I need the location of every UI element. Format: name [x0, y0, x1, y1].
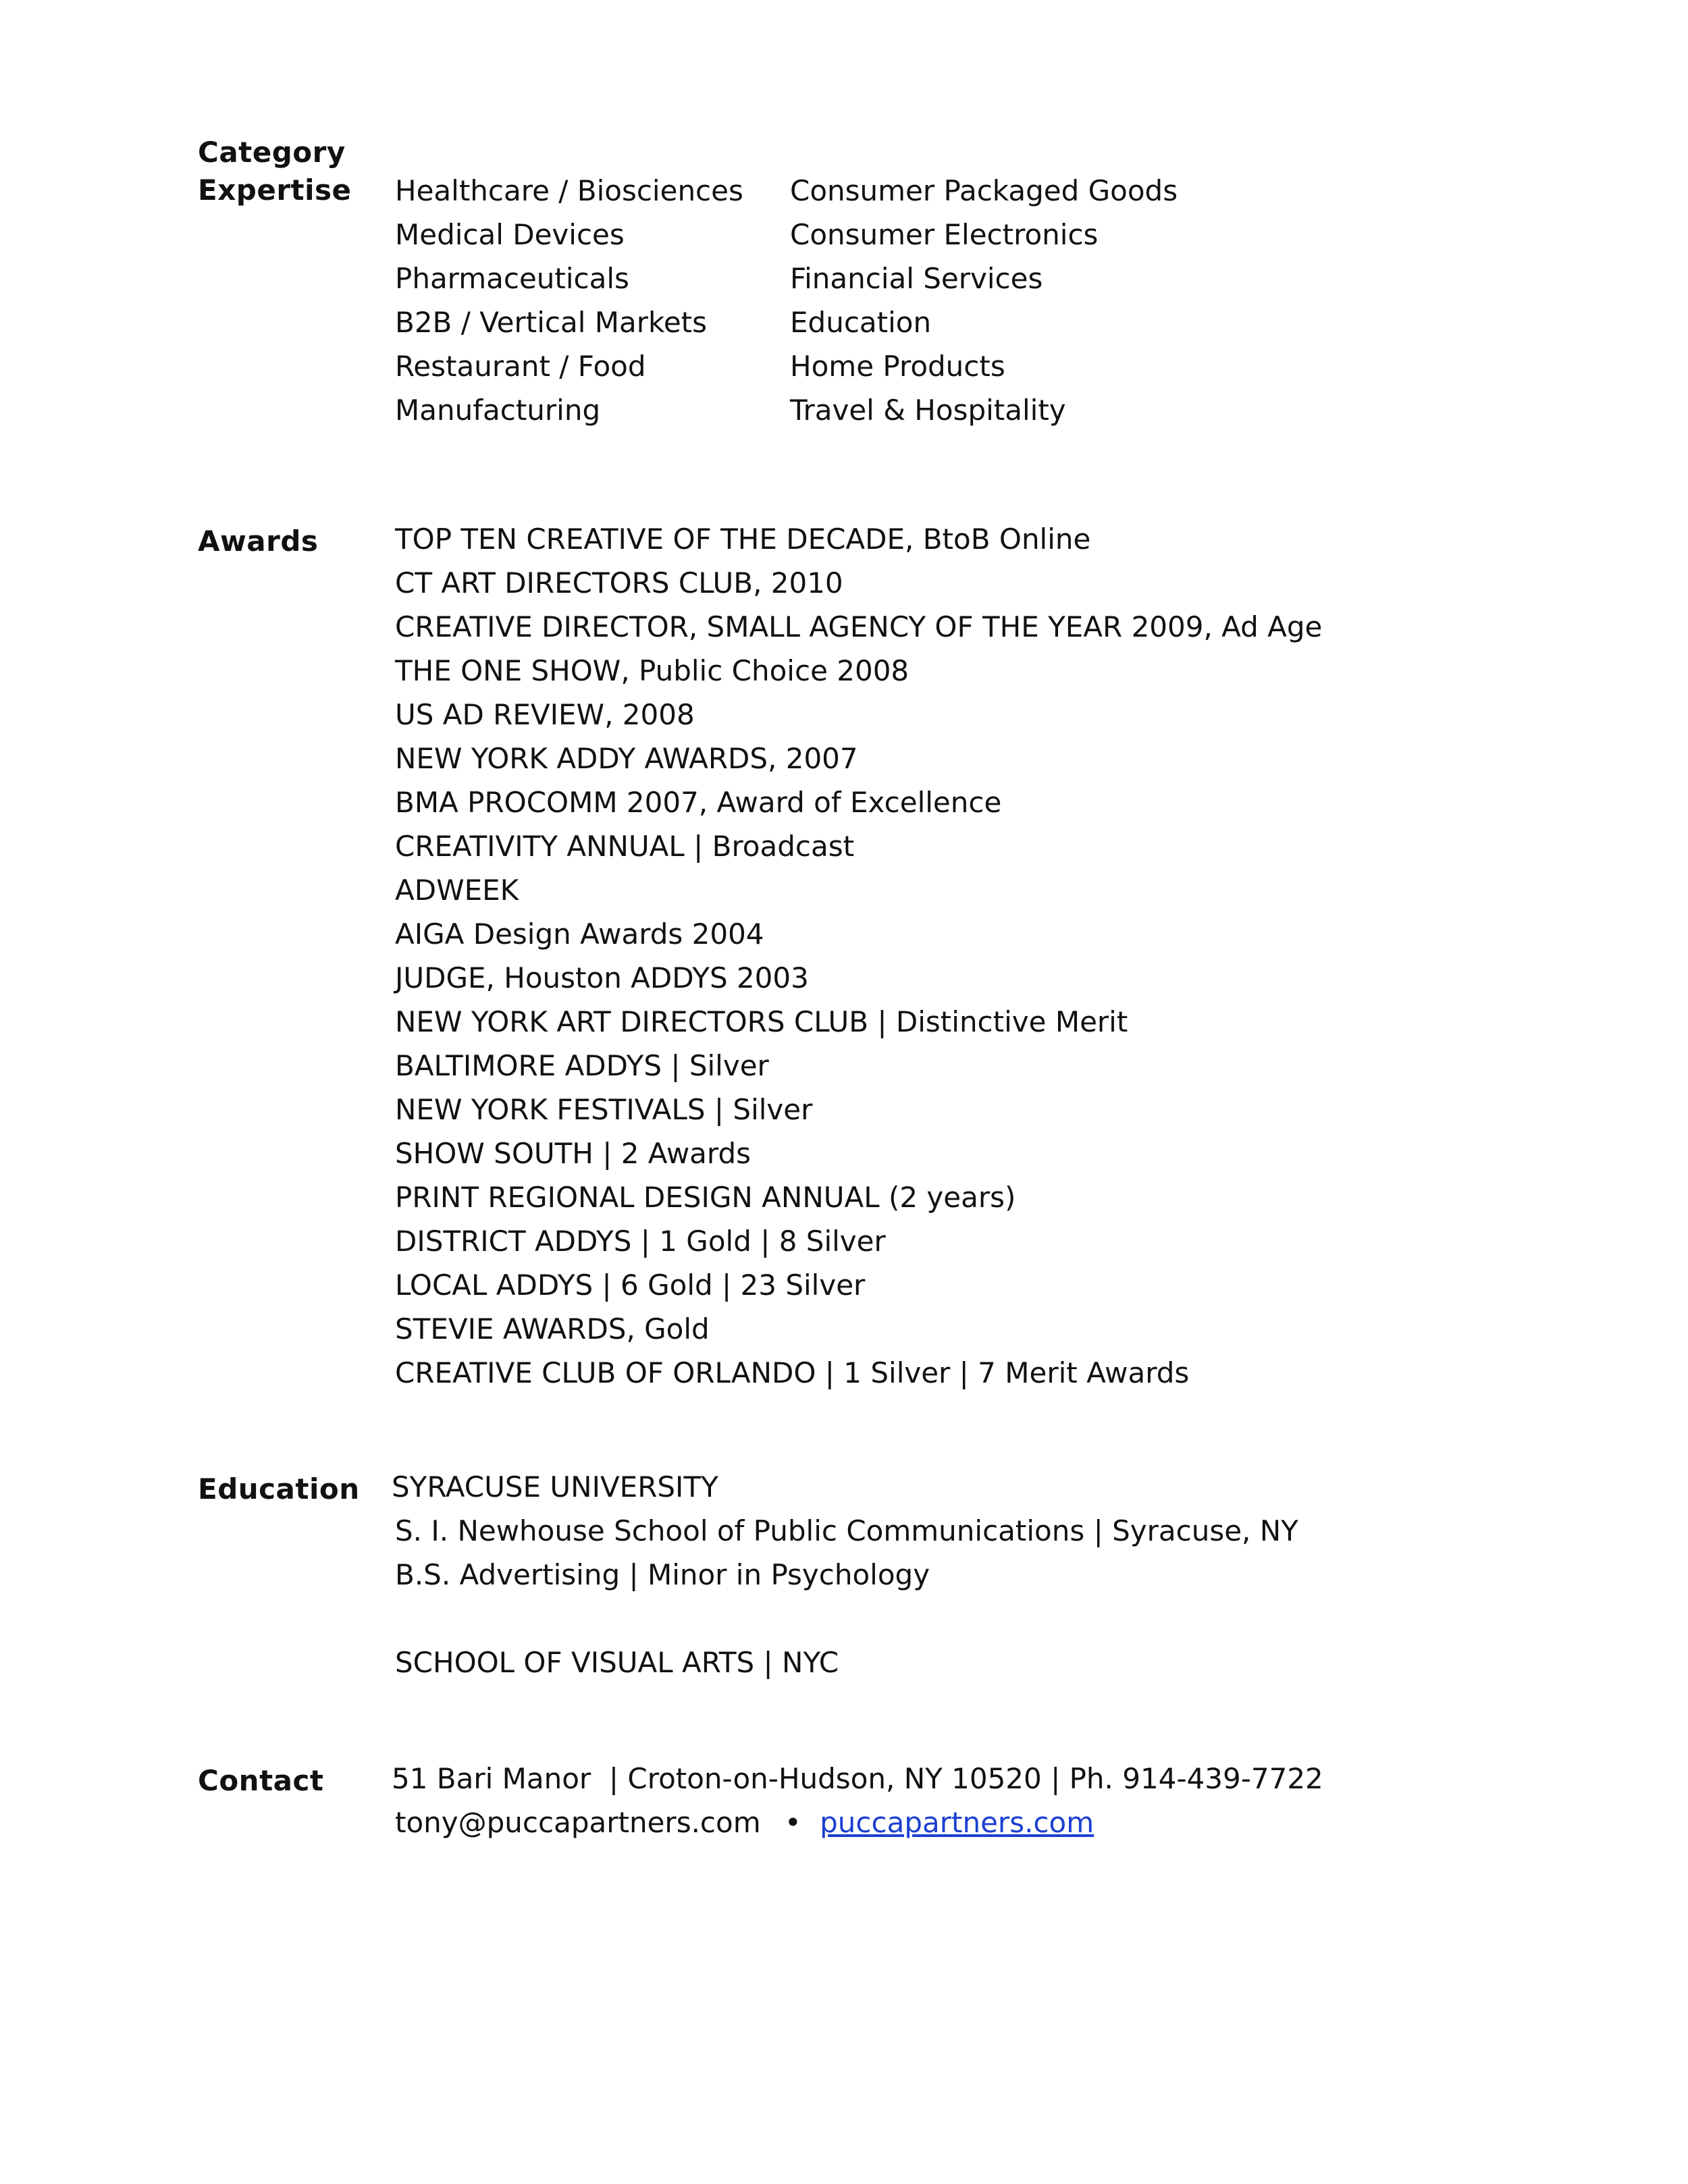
award-item: PRINT REGIONAL DESIGN ANNUAL (2 years): [395, 1181, 1016, 1214]
awards-list: [395, 517, 1322, 1395]
category-item: B2B / Vertical Markets: [395, 306, 708, 339]
award-item: DISTRICT ADDYS | 1 Gold | 8 Silver: [395, 1225, 886, 1258]
awards-heading: Awards: [198, 525, 319, 558]
category-left-column: [395, 169, 743, 432]
category-heading-line2: Expertise: [198, 174, 352, 207]
category-item: Travel & Hospitality: [790, 394, 1066, 427]
award-item: ADWEEK: [395, 874, 519, 907]
award-item: NEW YORK ART DIRECTORS CLUB | Distinctive Merit: [395, 1005, 1128, 1038]
website-link[interactable]: puccapartners.com: [820, 1806, 1094, 1839]
category-item: Education: [790, 306, 932, 339]
education-heading: Education: [198, 1472, 360, 1506]
contact-line2: [392, 1801, 1323, 1844]
award-item: NEW YORK FESTIVALS | Silver: [395, 1093, 813, 1126]
contact-separator: •: [785, 1806, 801, 1839]
category-item: Healthcare / Biosciences: [395, 174, 743, 207]
award-item: CREATIVE CLUB OF ORLANDO | 1 Silver | 7 Merit Awards: [395, 1356, 1190, 1389]
category-heading-line1: Category: [198, 136, 346, 169]
category-expertise-heading: [198, 134, 352, 209]
education-degree: B.S. Advertising | Minor in Psychology: [395, 1558, 930, 1591]
award-item: THE ONE SHOW, Public Choice 2008: [395, 654, 909, 687]
award-item: JUDGE, Houston ADDYS 2003: [395, 961, 809, 994]
category-item: Manufacturing: [395, 394, 601, 427]
award-item: AIGA Design Awards 2004: [395, 917, 764, 951]
education-school-name: SCHOOL OF VISUAL ARTS | NYC: [395, 1646, 839, 1679]
category-item: Consumer Packaged Goods: [790, 174, 1178, 207]
award-item: CT ART DIRECTORS CLUB, 2010: [395, 566, 843, 600]
category-right-column: [790, 169, 1178, 432]
award-item: NEW YORK ADDY AWARDS, 2007: [395, 742, 858, 775]
education-school-detail: S. I. Newhouse School of Public Communications | Syracuse, NY: [395, 1514, 1298, 1547]
award-item: SHOW SOUTH | 2 Awards: [395, 1137, 751, 1170]
contact-email: tony@puccapartners.com: [395, 1806, 761, 1839]
category-item: Pharmaceuticals: [395, 262, 629, 295]
award-item: CREATIVE DIRECTOR, SMALL AGENCY OF THE YEAR 2009, Ad Age: [395, 610, 1323, 643]
category-item: Medical Devices: [395, 218, 625, 251]
award-item: BMA PROCOMM 2007, Award of Excellence: [395, 786, 1002, 819]
category-item: Restaurant / Food: [395, 350, 646, 383]
education-school-name: SYRACUSE UNIVERSITY: [392, 1470, 718, 1503]
education-details: [392, 1465, 1298, 1684]
award-item: US AD REVIEW, 2008: [395, 698, 695, 731]
category-item: Home Products: [790, 350, 1005, 383]
category-item: Consumer Electronics: [790, 218, 1099, 251]
contact-address: 51 Bari Manor | Croton-on-Hudson, NY 10520 | Ph. 914-439-7722: [392, 1762, 1323, 1795]
award-item: LOCAL ADDYS | 6 Gold | 23 Silver: [395, 1269, 866, 1302]
category-item: Financial Services: [790, 262, 1043, 295]
education-spacer: [392, 1597, 1298, 1641]
award-item: STEVIE AWARDS, Gold: [395, 1312, 710, 1346]
award-item: CREATIVITY ANNUAL | Broadcast: [395, 830, 855, 863]
award-item: TOP TEN CREATIVE OF THE DECADE, BtoB Online: [395, 523, 1091, 556]
contact-details: [392, 1757, 1323, 1844]
contact-heading: Contact: [198, 1764, 324, 1797]
award-item: BALTIMORE ADDYS | Silver: [395, 1049, 769, 1082]
